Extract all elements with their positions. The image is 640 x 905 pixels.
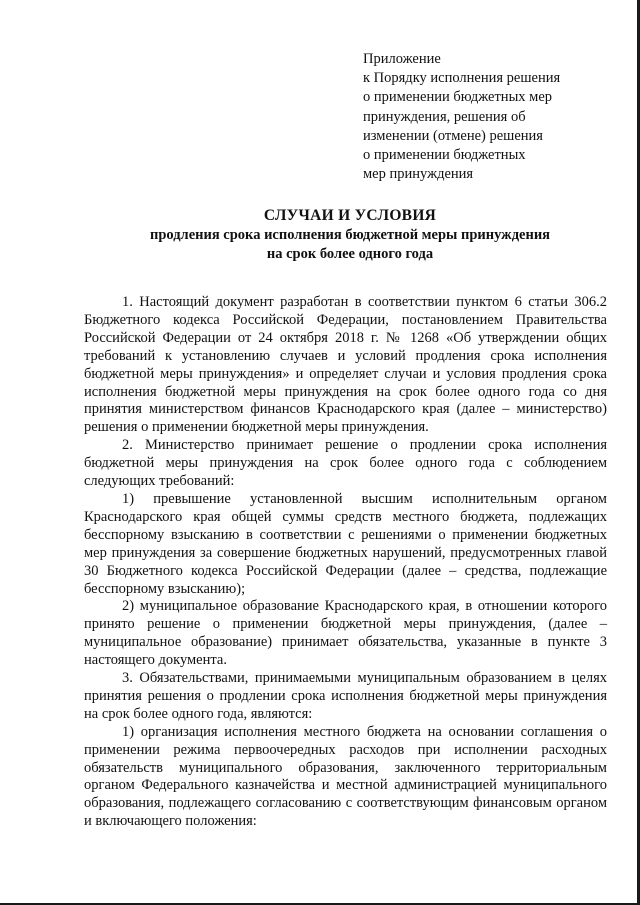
paragraph-3: 3. Обязательствами, принимаемыми муниципальным образованием в целях принятия решения о продлении срока исполнения бюджетной меры принуждения на срок более одного года, являются: [84, 670, 607, 722]
appendix-line: о применении бюджетных мер [363, 89, 553, 106]
paragraph-2-item-2: 2) муниципальное образование Краснодарского края, в отношении которого принято решение о применении бюджетной меры принуждения, (далее – муниципальное образование) принимает обязательства, указанные в пункте 3 настоящего документа. [84, 598, 607, 669]
paragraph-3-item-1: 1) организация исполнения местного бюджета на основании соглашения о применении режима первоочередных расходов при исполнении расходных обязательств муниципального образования, заключенного территориальным органом Федерального казначейства и местной администрацией муниципального образования, подлежащего согласованию с соответствующим финансовым органом и включающего положения: [84, 723, 607, 830]
appendix-block [363, 50, 603, 184]
paragraph-2-item-1: 1) превышение установленной высшим исполнительным органом Краснодарского края общей суммы средств местного бюджета, подлежащих бесспорному взысканию в соответствии с решениями о применении бюджетных мер принуждения за совершение бюджетных нарушений, предусмотренных главой 30 Бюджетного кодекса Российской Федерации (далее – средства, подлежащие бесспорному взысканию); [84, 490, 607, 597]
appendix-line: изменении (отмене) решения [363, 127, 543, 144]
document-body [84, 294, 607, 831]
appendix-line: Приложение [363, 51, 441, 67]
paragraph-2: 2. Министерство принимает решение о продлении срока исполнения бюджетной меры принуждения на срок более одного года с соблюдением следующих требований: [84, 437, 607, 490]
paragraph-1: 1. Настоящий документ разработан в соответствии пунктом 6 статьи 306.2 Бюджетного кодекса Российской Федерации, постановлением Правительства Российской Федерации от 24 октября 2018 г. № 1268 «Об утверждении общих требований к установлению случаев и условий продления срока исполнения бюджетной меры принуждения» и определяет случаи и условия продления срока исполнения бюджетной меры принуждения на срок более одного года со дня принятия министерством финансов Краснодарского края (далее – министерство) решения о применении бюджетной меры принуждения. [84, 294, 607, 436]
document-subtitle-line-1: продления срока исполнения бюджетной меры принуждения [149, 227, 551, 243]
document-title: СЛУЧАИ И УСЛОВИЯ [263, 207, 437, 224]
document-heading [0, 206, 640, 264]
document-subtitle-line-2: на срок более одного года [266, 246, 434, 262]
appendix-line: к Порядку исполнения решения [363, 70, 561, 87]
appendix-line: мер принуждения [363, 166, 474, 183]
appendix-line: принуждения, решения об [363, 108, 526, 125]
appendix-line: о применении бюджетных [363, 147, 526, 164]
